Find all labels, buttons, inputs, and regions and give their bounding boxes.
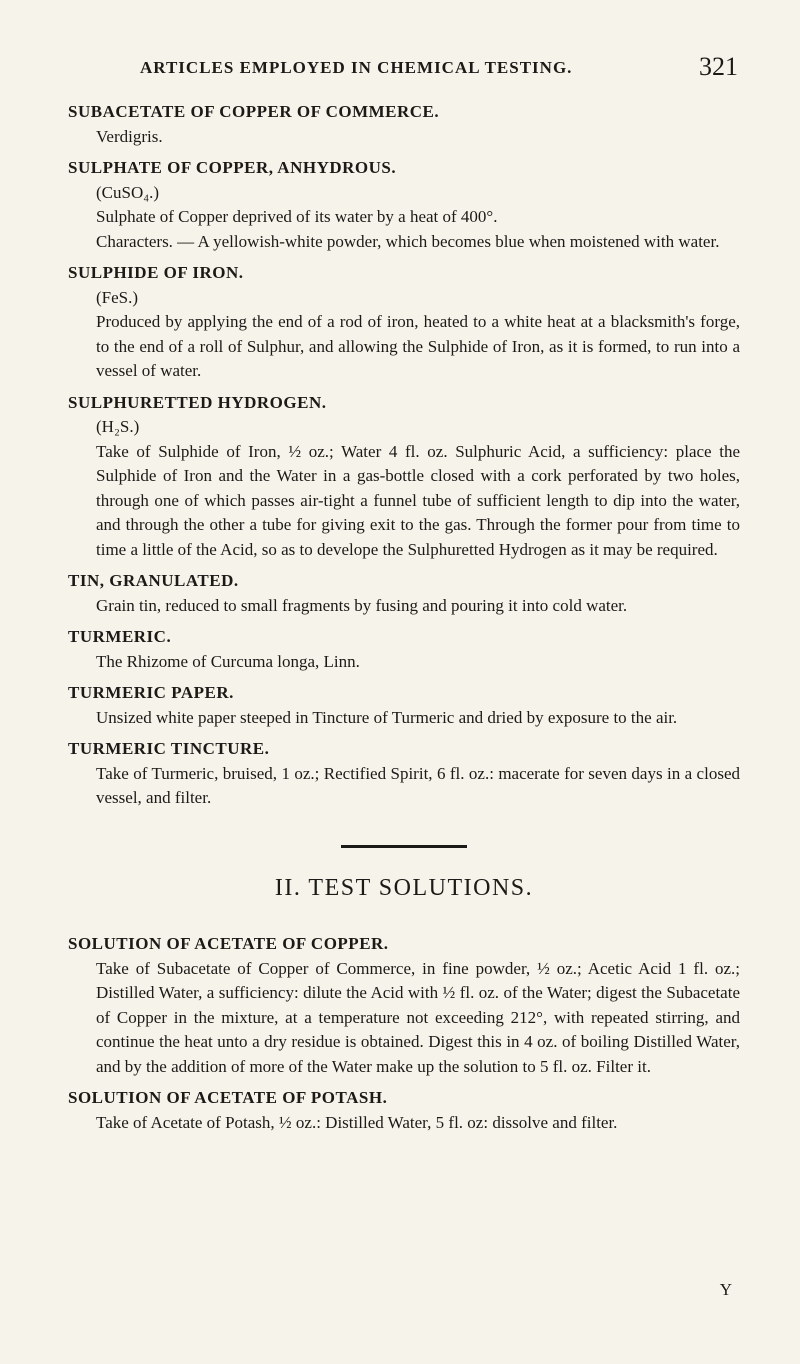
entry-text: Verdigris. (96, 126, 163, 146)
page-number: 321 (699, 52, 738, 81)
entry-text: Take of Sulphide of Iron, ½ oz.; Water 4 fl. oz. Sulphuric Acid, a sufficiency: place the Sulphide of Iron and the Water in a gas-bottle closed with a cork perforated by two holes, through one of which passes air-tight a funnel tube of sufficient length to dip into the water, and through the other a tube for giving exit to the gas. Through the former pour from time to time a little of the Acid, so as to develope the Sulphuretted Hydrogen as it may be required. (96, 441, 740, 559)
entry-tin-granulated (68, 569, 740, 618)
signature-mark: Y (719, 1280, 732, 1299)
section-title: II. TEST SOLUTIONS. (274, 874, 534, 901)
entry-turmeric-tincture (68, 737, 740, 811)
entry-text: Unsized white paper steeped in Tincture of Turmeric and dried by exposure to the air. (96, 707, 678, 727)
running-title: ARTICLES EMPLOYED IN CHEMICAL TESTING. (140, 58, 573, 77)
entry-turmeric-paper (68, 681, 740, 730)
solution-heading: SOLUTION OF ACETATE OF COPPER. (68, 934, 389, 953)
entry-sulphide-iron (68, 261, 740, 384)
entry-sulphuretted-hydrogen (68, 391, 740, 563)
entry-text: Grain tin, reduced to small fragments by fusing and pouring it into cold water. (96, 595, 628, 615)
entry-heading: SULPHURETTED HYDROGEN. (68, 392, 327, 412)
entry-sulphate-copper (68, 156, 740, 254)
entry-text: Produced by applying the end of a rod of iron, heated to a white heat at a blacksmith's forge, to the end of a roll of Sulphur, and allowing the Sulphide of Iron, as it is formed, to run into a vessel of water. (96, 312, 740, 380)
entry-formula: (H₂S.) (96, 417, 140, 436)
entry-formula: (FeS.) (96, 287, 139, 307)
entry-formula: (CuSO₄.) (96, 182, 160, 202)
entry-text: Sulphate of Copper deprived of its water by a heat of 400°. (96, 207, 498, 226)
entry-turmeric (68, 625, 740, 674)
entry-heading: TIN, GRANULATED. (68, 571, 239, 590)
entry-heading: TURMERIC TINCTURE. (68, 739, 270, 758)
entry-text: Characters. — A yellowish-white powder, which becomes blue when moistened with water. (96, 231, 720, 251)
entry-heading: TURMERIC. (68, 627, 172, 646)
entry-subacetate-copper (68, 100, 740, 149)
solution-acetate-copper (68, 932, 740, 1079)
page-content (68, 100, 740, 1142)
solution-text: Take of Subacetate of Copper of Commerce, in fine powder, ½ oz.; Acetic Acid 1 fl. oz.; Distilled Water, a sufficiency: dilute the Acid with ½ fl. oz. of the Water; digest the Subacetate of Copper in the mixture, at a temperature not exceeding 212°, with repeated stirring, and continue the heat unto a dry residue is obtained. Digest this in 4 oz. of boiling Distilled Water, and by the addition of more of the Water make up the solution to 5 fl. oz. Filter it. (96, 958, 740, 1076)
entry-text: Take of Turmeric, bruised, 1 oz.; Rectified Spirit, 6 fl. oz.: macerate for seven days in a closed vessel, and filter. (96, 763, 740, 807)
entry-heading: SULPHATE OF COPPER, ANHYDROUS. (68, 158, 397, 177)
entry-text: The Rhizome of Curcuma longa, Linn. (96, 651, 360, 671)
solution-acetate-potash (68, 1086, 740, 1135)
entry-heading: SUBACETATE OF COPPER OF COMMERCE. (68, 102, 440, 121)
section-divider (341, 845, 467, 848)
solution-text: Take of Acetate of Potash, ½ oz.: Distilled Water, 5 fl. oz: dissolve and filter. (96, 1112, 618, 1132)
solution-heading: SOLUTION OF ACETATE OF POTASH. (68, 1088, 388, 1107)
entry-heading: SULPHIDE OF IRON. (68, 263, 244, 282)
entry-heading: TURMERIC PAPER. (68, 683, 234, 702)
